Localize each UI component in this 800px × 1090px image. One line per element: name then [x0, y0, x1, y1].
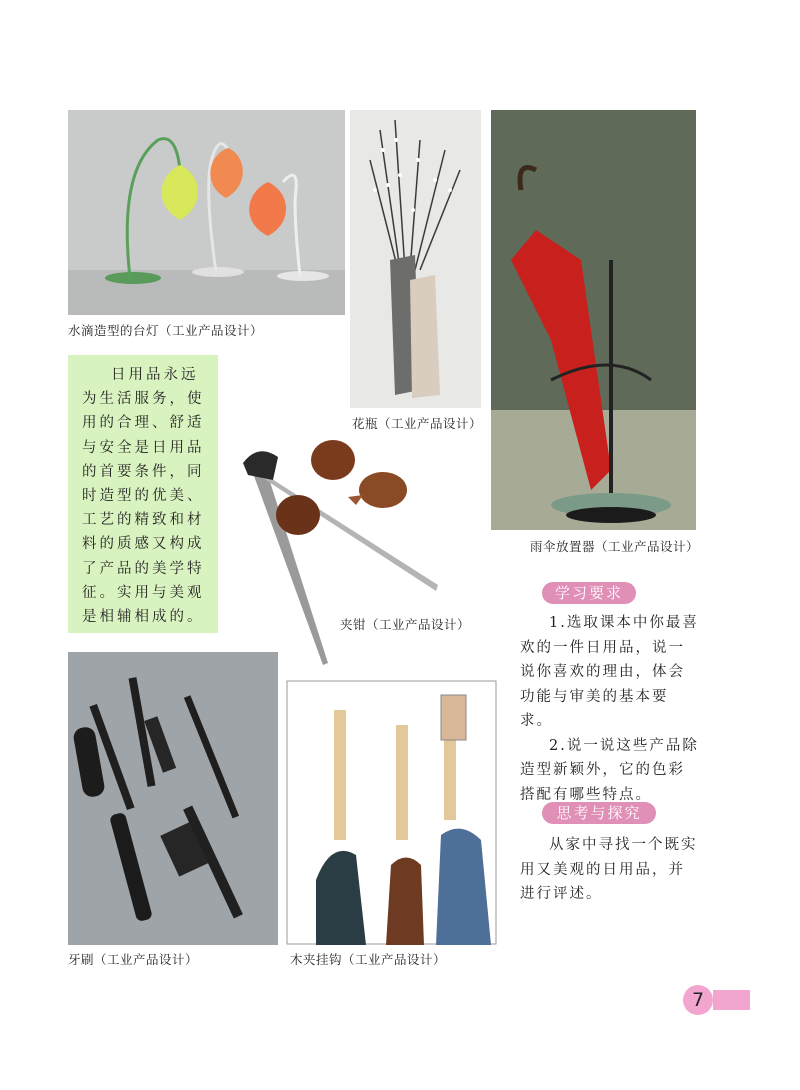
nutcracker-caption: 夹钳（工业产品设计）: [340, 617, 471, 632]
wooden-clip-hooks-photo: [286, 680, 497, 945]
page-tab: [713, 990, 750, 1010]
learning-requirements-body: [520, 611, 700, 807]
note-text: 日用品永远为生活服务，使用的合理、舒适与安全是日用品的首要条件，同时造型的优美、工艺的精致和材料的质感又构成了产品的美学特征。实用与美观是相辅相成的。: [82, 367, 205, 626]
wooden-clip-hooks-caption: 木夹挂钩（工业产品设计）: [290, 952, 447, 967]
explore-body: [520, 833, 700, 907]
lamp-caption: 水滴造型的台灯（工业产品设计）: [68, 323, 264, 338]
vase-caption: 花瓶（工业产品设计）: [352, 416, 483, 431]
learning-requirements-title: 学习要求: [542, 582, 636, 604]
learning-item: 2.说一说这些产品除造型新颖外，它的色彩搭配有哪些特点。: [520, 737, 699, 803]
explore-text: 从家中寻找一个既实用又美观的日用品，并进行评述。: [520, 837, 698, 902]
nutcracker-photo: [238, 435, 443, 670]
note-box: [68, 355, 218, 633]
page-number: 7: [683, 985, 713, 1015]
learning-item: 1.选取课本中你最喜欢的一件日用品，说一说你喜欢的理由，体会功能与审美的基本要求。: [520, 615, 699, 729]
umbrella-stand-caption: 雨伞放置器（工业产品设计）: [530, 539, 700, 554]
umbrella-stand-photo: [491, 110, 696, 530]
explore-title: 思考与探究: [542, 802, 656, 824]
lamp-photo: [68, 110, 345, 315]
toothbrush-photo: [68, 652, 278, 945]
vase-photo: [350, 110, 481, 408]
toothbrush-caption: 牙刷（工业产品设计）: [68, 952, 199, 967]
